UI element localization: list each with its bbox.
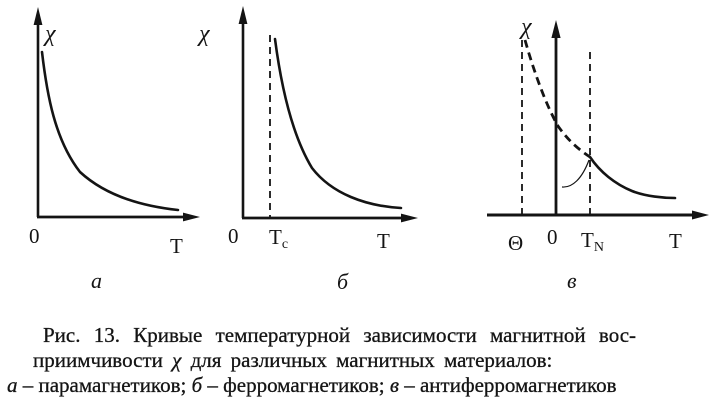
panel-b-t-label: T (377, 229, 390, 253)
panel-b-origin-label: 0 (228, 224, 239, 248)
panel-a-y-axis-arrow-icon (34, 7, 43, 25)
caption-chi-symbol: χ (172, 348, 182, 372)
panel-a-letter: а (91, 268, 102, 293)
caption-item-v-letter: в (389, 373, 399, 397)
panel-b-curve (275, 39, 401, 208)
panel-b-letter: б (337, 269, 349, 294)
caption-line-1: Рис. 13. Кривые температурной зависимости магнитной вос- (43, 323, 637, 347)
panel-a-origin-label: 0 (29, 224, 40, 248)
panel-a-t-label: T (170, 234, 183, 258)
caption-line-2-pre: приимчивости (33, 348, 173, 372)
panel-b-x-axis-arrow-icon (401, 214, 418, 223)
panel-v-chi-label: χ (521, 14, 532, 40)
caption-line-3 (0, 373, 724, 398)
caption-item-v-text: – антиферромагнетиков (398, 373, 617, 397)
caption-item-b-letter: б (191, 373, 203, 397)
caption-item-a-letter: а (7, 373, 18, 397)
caption-line-2-post: для различных магнитных материалов: (181, 348, 553, 372)
panel-a (29, 7, 200, 293)
caption-item-b-text: – ферромагнетиков; (202, 373, 390, 397)
caption-item-a-text: – парамагнетиков; (17, 373, 192, 397)
panel-v-curve-below-tn (562, 160, 589, 187)
panel-b-chi-label: χ (199, 21, 210, 47)
panel-v-y-axis-arrow-icon (551, 20, 560, 38)
panel-v-origin-label: 0 (547, 225, 558, 249)
panel-v-theta-label: Θ (508, 231, 524, 255)
panel-v-t-label: T (669, 229, 682, 253)
panel-b-y-axis-arrow-icon (239, 6, 248, 24)
panel-v-tn-label: TN (581, 228, 604, 255)
panel-v (487, 14, 709, 293)
panel-b-tc-label: Tc (269, 225, 289, 252)
panel-v-curie-weiss-dashed-curve (525, 40, 590, 157)
panel-v-x-axis-arrow-icon (692, 211, 709, 220)
panel-v-letter: в (567, 268, 577, 293)
caption-line-2 (0, 348, 724, 373)
panel-b (197, 6, 418, 294)
panel-v-curve-above-tn (590, 157, 675, 198)
figure-caption (0, 323, 724, 398)
panel-a-curve (42, 52, 178, 210)
panel-a-x-axis-arrow-icon (183, 213, 200, 222)
panel-a-chi-label: χ (45, 21, 56, 47)
